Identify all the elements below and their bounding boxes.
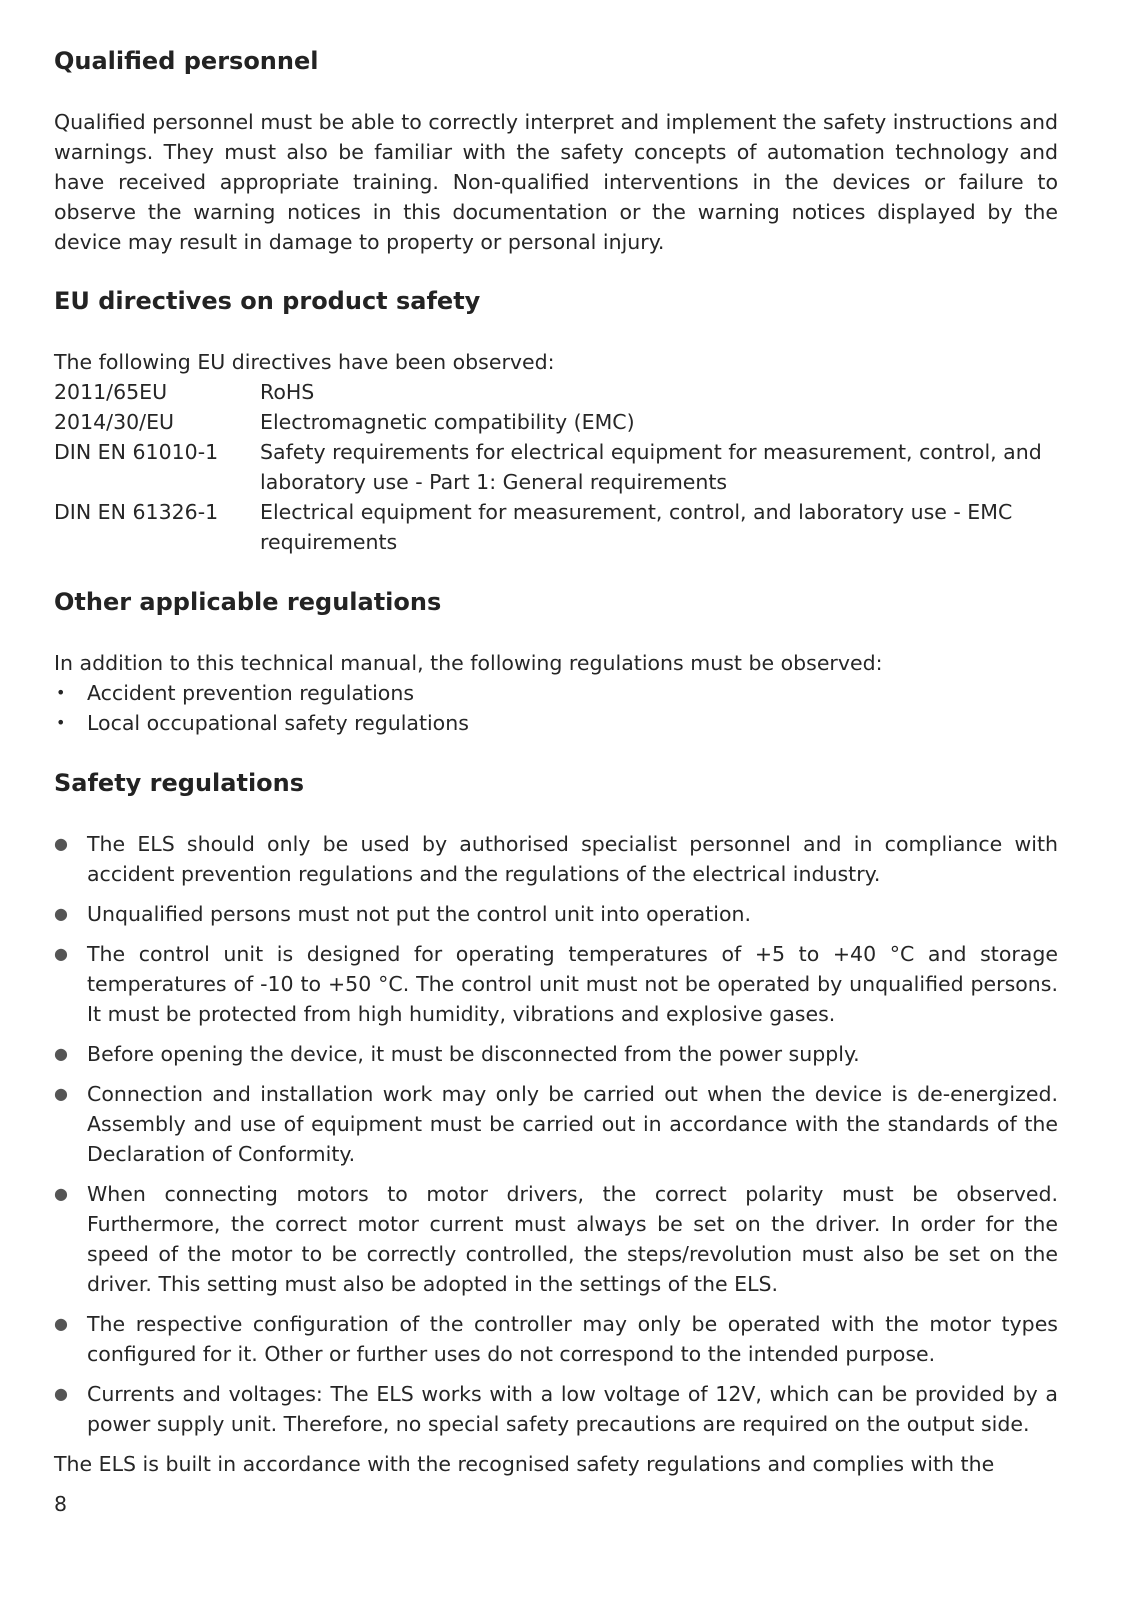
directive-description: Electrical equipment for measurement, control, and laboratory use - EMC requirements bbox=[260, 500, 1013, 554]
list-item: ● The ELS should only be used by authorised specialist personnel and in compliance with accident prevention regulations and the regulations of the electrical industry. bbox=[54, 829, 1058, 889]
page-number: 8 bbox=[54, 1492, 68, 1516]
bullet-icon: ● bbox=[54, 1184, 68, 1203]
list-item: • Accident prevention regulations bbox=[54, 678, 1058, 708]
other-regulations-block bbox=[54, 648, 1058, 738]
directive-row bbox=[54, 497, 1058, 557]
directive-code: 2011/65EU bbox=[54, 380, 168, 404]
bullet-icon: ● bbox=[54, 904, 68, 923]
bullet-icon: ● bbox=[54, 834, 68, 853]
list-item: ● The control unit is designed for operating temperatures of +5 to +40 °C and storage temperatures of -10 to +50 °C. The control unit must not be operated by unqualified persons. It must be protected from high humidity, vibrations and explosive gases. bbox=[54, 939, 1058, 1029]
bullet-icon: • bbox=[56, 683, 66, 702]
directive-code: 2014/30/EU bbox=[54, 410, 175, 434]
directive-description: Electromagnetic compatibility (EMC) bbox=[260, 410, 635, 434]
section-heading-other-regulations: Other applicable regulations bbox=[54, 588, 442, 616]
directive-row bbox=[54, 407, 1058, 437]
directive-description: RoHS bbox=[260, 380, 315, 404]
directive-description: Safety requirements for electrical equipment for measurement, control, and laboratory use - Part 1: General requirements bbox=[260, 440, 1042, 494]
document-page bbox=[54, 46, 1058, 1479]
safety-closing-text: The ELS is built in accordance with the recognised safety regulations and complies with the bbox=[54, 1452, 995, 1476]
other-regulations-intro: In addition to this technical manual, the following regulations must be observed: bbox=[54, 651, 883, 675]
directive-row bbox=[54, 437, 1058, 497]
bullet-icon: ● bbox=[54, 1084, 68, 1103]
bullet-icon: ● bbox=[54, 1044, 68, 1063]
list-item: ● Connection and installation work may only be carried out when the device is de-energized. Assembly and use of equipment must be carried out in accordance with the standards of the Declaration of Conformity. bbox=[54, 1079, 1058, 1169]
other-regulations-list bbox=[54, 678, 1058, 738]
qualified-personnel-text: Qualified personnel must be able to correctly interpret and implement the safety instructions and warnings. They must also be familiar with the safety concepts of automation technology and have received appropriate training. Non-qualified interventions in the devices or failure to observe the warning notices in this documentation or the warning notices displayed by the device may result in damage to property or personal injury. bbox=[54, 110, 1058, 254]
list-item: • Local occupational safety regulations bbox=[54, 708, 1058, 738]
bullet-icon: ● bbox=[54, 1384, 68, 1403]
list-item: ● The respective configuration of the controller may only be operated with the motor types configured for it. Other or further uses do not correspond to the intended purpose. bbox=[54, 1309, 1058, 1369]
list-item: ● Currents and voltages: The ELS works with a low voltage of 12V, which can be provided by a power supply unit. Therefore, no special safety precautions are required on the output side. bbox=[54, 1379, 1058, 1439]
safety-regulations-list bbox=[54, 829, 1058, 1439]
section-heading-eu-directives: EU directives on product safety bbox=[54, 287, 481, 315]
list-item: ● When connecting motors to motor drivers, the correct polarity must be observed. Furthermore, the correct motor current must always be set on the driver. In order for the speed of the motor to be correctly controlled, the steps/revolution must also be set on the driver. This setting must also be adopted in the settings of the ELS. bbox=[54, 1179, 1058, 1299]
directive-code: DIN EN 61326-1 bbox=[54, 500, 219, 524]
directive-row bbox=[54, 377, 1058, 407]
eu-directives-block bbox=[54, 347, 1058, 557]
list-item: ● Unqualified persons must not put the control unit into operation. bbox=[54, 899, 1058, 929]
section-heading-qualified-personnel: Qualified personnel bbox=[54, 47, 319, 75]
eu-directives-intro: The following EU directives have been observed: bbox=[54, 350, 555, 374]
directive-code: DIN EN 61010-1 bbox=[54, 440, 219, 464]
bullet-icon: ● bbox=[54, 1314, 68, 1333]
section-heading-safety-regulations: Safety regulations bbox=[54, 769, 305, 797]
list-item: ● Before opening the device, it must be disconnected from the power supply. bbox=[54, 1039, 1058, 1069]
bullet-icon: ● bbox=[54, 944, 68, 963]
bullet-icon: • bbox=[56, 713, 66, 732]
